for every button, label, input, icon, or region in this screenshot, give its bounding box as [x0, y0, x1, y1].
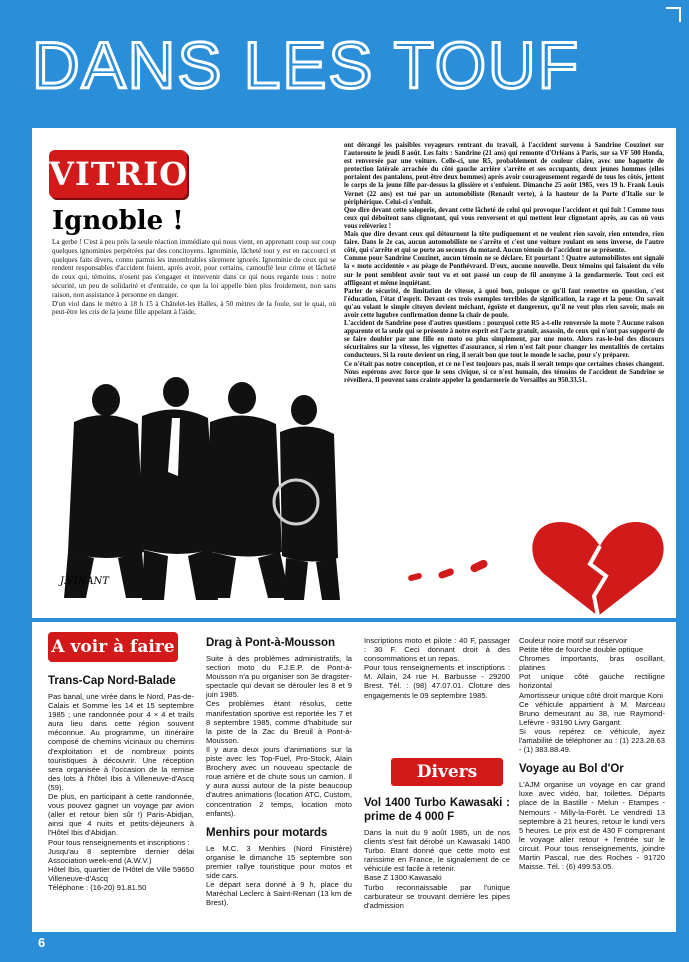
- body-paragraph: ont dérangé les paisibles voyageurs rentrant du travail, à l'accident survenu à Sandrine Couzinet sur l'autoroute le jeudi 8 août. Les faits : Sandrine (21 ans) qui remonte d'Orléans à Paris, sur sa VF 500 Honda, est renversée par une voiture. Celle-ci, une R5, probablement de couleur claire, avec une baguette de protection latérale arrachée du côté gauche arrière s'arrête et ses occupants, deux jeunes hommes (elles portaient des pantalons, peut-être deux hommes) après avoir courageusement regardé de tous les côtés, jettent le corps de la jeune fille par-dessus la glissière et s'enfuient. Dimanche 25 août 1985, vers 19 h. Frank Louis Vernet (22 ans) est tué par un automobiliste (Renault verte), à la hauteur de la Porte d'Italie sur le périphérique. Celui-ci s'enfuit.: [344, 142, 664, 206]
- section-paragraph: Turbo reconnaissable par l'unique carburateur se trouvant derrière les pipes d'admission: [364, 882, 510, 910]
- illustrator-signature: J.VINANT: [60, 576, 109, 587]
- section-paragraph: Il y aura deux jours d'animations sur la piste avec les Top-Fuel, Pro-Stock, Alain Brochery avec un nouveau spectacle de roue arrière et de chute sous un camion. Il y aura aussi autour de la piste beaucoup d'autres animations (location ATC, Custom, concentration 2 temps, location moto enfants).: [206, 744, 352, 818]
- section-paragraph: Suite à des problèmes administratifs, la section moto du F.J.E.P. de Pont-à-Mousson n'a pu organiser son 3e dragster-spectacle qui devait se dérouler les 8 et 9 juin 1985.: [206, 654, 352, 700]
- body-paragraph: L'accident de Sandrine pose d'autres questions : pourquoi cette R5 a-t-elle renversée la moto ? Aucune raison apparente et la seule qui se présente à notre esprit est l'acte gratuit, assassin, de ceux qui n'ont pas supporté de se faire doubler par une fille en moto ou plus simplement, par une moto. Alors ras-le-bol des discours sécuritaires sur la vitesse, les vignettes d'assurance, si rien n'est fait pour changer les mentalités de certains conducteurs. Si la route devient un ring, il serait bon que tout le monde le sache, pour s'y préparer.: [344, 320, 664, 360]
- body-paragraph: Ce n'était pas notre conception, et ce ne l'est toujours pas, mais il serait temps que certaines choses changent. Nous espérons avec force que le sens civique, si ce n'est humain, des témoins de l'accident de Sandrine se réveillera. Il peuvent sans crainte appeler la gendarmerie de Versailles au 950.33.51.: [344, 360, 664, 384]
- divers-banner-text: Divers: [416, 762, 478, 782]
- section-paragraph: Ce véhicule appartient à M. Marceau Bruno demeurant au 38, rue Raymond-Lefèvre - 93190 Livry Gargant.: [519, 699, 665, 727]
- section-title: Voyage au Bol d'Or: [519, 763, 624, 776]
- broken-heart-icon: [520, 512, 676, 616]
- section-paragraph: Pour tous renseignements et inscriptions :: [48, 837, 190, 847]
- section-paragraph: Petite tête de fourche double optique: [519, 645, 644, 655]
- suits-illustration: [46, 352, 342, 610]
- a-voir-banner: [48, 632, 178, 662]
- divers-column: [364, 636, 510, 700]
- section-paragraph: Inscriptions moto et pilote : 40 F, passager : 30 F. Ceci donnant droit à des consommations et un repas.: [364, 636, 510, 664]
- page-number: 6: [38, 935, 46, 950]
- trans-cap-column: [48, 674, 194, 892]
- section-paragraph: Le départ sera donné à 9 h, place du Maréchal Leclerc à Saint-Renan (13 km de Brest).: [206, 880, 352, 908]
- section-paragraph: Hôtel Ibis, quartier de l'Hôtel de Ville 59650 Villeneuve-d'Ascq: [48, 864, 194, 883]
- a-voir-banner-text: A voir à faire: [51, 637, 175, 657]
- divers-banner: [391, 758, 503, 786]
- section-title: Drag à Pont-à-Mousson: [206, 637, 336, 649]
- article-intro: [52, 238, 336, 317]
- drag-menhirs-column: [206, 636, 352, 907]
- section-title: Trans-Cap Nord-Balade: [48, 675, 176, 687]
- section-paragraph: De plus, en participant à cette randonnée, vous pouvez gagner un voyage par avion (aller et retour bien sûr !) Paris-Abidjan, ainsi que 4 nuits et petits-déjeuners à l'Hôtel Ibis d'Abidjan.: [48, 792, 194, 838]
- section-paragraph: Couleur noire motif sur réservoir: [519, 636, 628, 645]
- section-paragraph: L'AJM organise un voyage en car grand luxe avec vidéo, bar, toilettes. Départs place de la Bastille - Melun - Etampes - Nemours - Milly-la-Forêt. Le vendredi 13 septembre à 21 heures, retour le lundi vers 5 heures. Le prix est de 430 F comprenant le voyage aller retour + l'entrée sur le circuit. Pour tous renseignements, joindre Martin Pascal, rue des Roches - 91720 Maisse. Tél. : (6) 499.53.05.: [519, 780, 665, 872]
- section-paragraph: Ces problèmes étant résolus, cette manifestation sportive est reportée les 7 et 8 septembre 1985, comme d'habitude sur la piste de la Zac du Breuil à Pont-à-Mousson.: [206, 699, 352, 745]
- body-paragraph: Mais que dire devant ceux qui détournent la tête pudiquement et ne veulent rien savoir, rien entendre, rien faire. Dans le 2e cas, aucun automobiliste ne s'arrête et c'est une voiture roulant en sens inverse, de l'autre côté, qui s'arrête et qui se porte au secours du motard. Aucun témoin de l'accident ne se présente.: [344, 231, 664, 255]
- section-paragraph: Amortisseur unique côté droit marque Koni: [519, 690, 663, 700]
- section-title: Vol 1400 Turbo Kawasaki : prime de 4 000 F: [364, 797, 510, 823]
- article-headline: Ignoble !: [52, 206, 184, 236]
- section-paragraph: Chromes importants, bras oscillant, platines: [519, 654, 665, 673]
- section-banner-title: DANS LES TOUF: [32, 28, 581, 102]
- section-paragraph: Jusqu'au 8 septembre dernier délai Association week-end (A.W.V.): [48, 846, 194, 865]
- section-paragraph: Pas banal, une virée dans le Nord, Pas-de-Calais et Somme les 14 et 15 septembre 1985 ; une randonnée pour 4 × 4 et trails aura lieu dans cette région souvent méconnue. Au programme, un itinéraire composé de chemins vicinaux ou chemins d'exploitation et de nombreux points touristiques à découvrir. Une réception sera organisée à l'occasion de la remise des lots à l'hôtel Ibis à Villeneuve-d'Ascq (59).: [48, 692, 194, 792]
- vitriol-logo: [49, 150, 212, 198]
- vitriol-logo-text: VITRIOL: [49, 155, 212, 193]
- pills-illustration: [404, 556, 504, 596]
- corner-mark-icon: [664, 6, 682, 24]
- section-paragraph: Dans la nuit du 9 août 1985, un de nos clients s'est fait dérobé un Kawasaki 1400 Turbo. Etant donné que cette moto est rarissime en France, le signalement de ce véhicule est facile à retenir.: [364, 828, 510, 874]
- intro-paragraph: D'un viol dans le métro à 18 h 15 à Châtelet-les Halles, à 50 mètres de la foule, sur le quai, où peut-être les cris de la jeune fille appelant à l'aide,: [52, 299, 336, 317]
- article-body: [344, 142, 664, 385]
- vol-kawasaki-column: [364, 796, 510, 910]
- section-paragraph: Base Z 1300 Kawasaki: [364, 873, 442, 883]
- body-paragraph: Comme pour Sandrine Couzinet, aucun témoin ne se déclare. Et pourtant ! Quatre automobilistes ont signalé la « moto accidentée » au péage de Ponthévrard. D'eux, aucune nouvelle. Deux témoins qui faisaient du vélo sur le pont semblent avoir tout vu et ont passé un coup de fil anonyme à la gendarmerie. Tout ceci est affligeant et même inquiétant.: [344, 255, 664, 287]
- body-paragraph: Parler de sécurité, de limitation de vitesse, à quoi bon, puisque ce qu'il faut remettre en question, c'est l'éducation, l'état d'esprit. Devant ces trois exemples terribles de signification, la rage et la peur. On savait qu'au volant le simple citoyen devient méchant, égoïste et dangereux, qu'il ne veut plus rien savoir, mais en avoir cette lugubre confirmation donne la chair de poule.: [344, 287, 664, 319]
- section-paragraph: Pot unique côté gauche rectiligne horizontal: [519, 672, 665, 691]
- section-paragraph: Téléphone : (16-20) 91.81.50: [48, 882, 147, 892]
- section-paragraph: Si vous repérez ce véhicule, ayez l'amabilité de téléphoner au : (1) 223.28.63 - (1) 383.88.49.: [519, 726, 665, 755]
- section-paragraph: Pour tous renseignements et inscriptions : M. Allain, 24 rue H. Barbusse - 29200 Brest. Tél. : (98) 47.07.01. Cloture des engagements le 09 septembre 1985.: [364, 663, 510, 700]
- section-paragraph: Le M.C. 3 Menhirs (Nord Finistère) organise le dimanche 15 septembre son premier rallye touristique pour motos et side cars.: [206, 843, 352, 880]
- kawasaki-details-column: [519, 636, 665, 871]
- body-paragraph: Que dire devant cette saloperie, devant cette lâcheté de celui qui provoque l'accident et qui fuit ! Comme tous ceux qui déboîtent sans clignotant, qui vous renversent et qui mettent leur clignotant après, au cas où vous vous relèveriez !: [344, 206, 664, 230]
- intro-paragraph: La gerbe ! C'est à peu près la seule réaction immédiate qui nous vient, en apprenant coup sur coup quelques ignominies perpétrées par des concitoyens. Ignominie, lâcheté tout y est en raccourci et quelques faits divers, connu parmis les innombrables sûrement ignorés. Ignominie de ceux qui se rendent responsables d'accident fuient, après avoir, pour certains, camouflé leur crime et lâcheté de ceux qui, témoins, n'osent pas s'engager et intervenir dans ce qui nous regarde tous : notre sécurité, un peu de solidarité et d'entraide, ce que la loi appelle bien plus froidement, non sans raison, non assistance à personne en danger.: [52, 238, 336, 299]
- section-title: Menhirs pour motards: [206, 826, 328, 839]
